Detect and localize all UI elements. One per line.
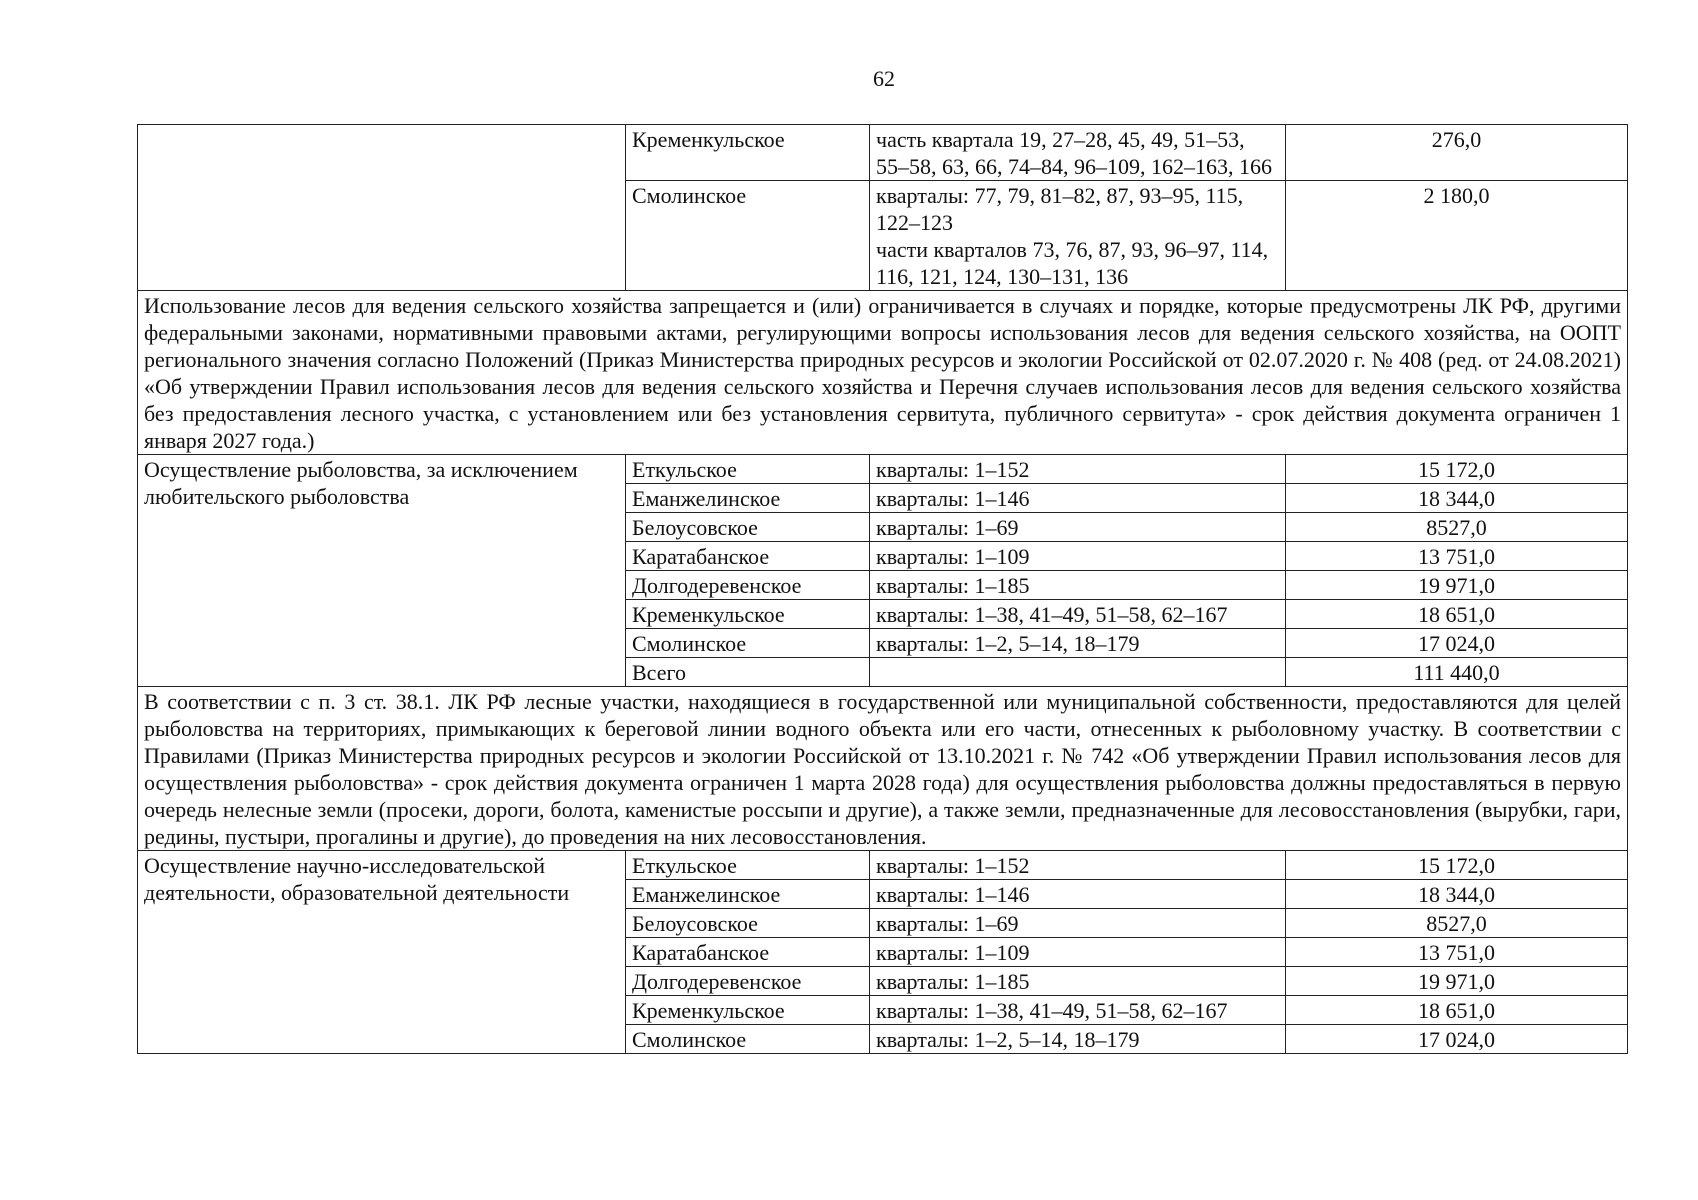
quarters-cell: кварталы: 1–69	[870, 909, 1286, 938]
activity-cell: Осуществление рыболовства, за исключением любительского рыболовства	[138, 455, 626, 687]
forestry-cell: Каратабанское	[626, 938, 870, 967]
area-cell: 19 971,0	[1286, 571, 1628, 600]
forestry-cell: Смолинское	[626, 1025, 870, 1054]
quarters-cell: кварталы: 1–38, 41–49, 51–58, 62–167	[870, 996, 1286, 1025]
quarters-cell	[870, 658, 1286, 687]
forestry-cell: Еманжелинское	[626, 484, 870, 513]
area-cell: 18 651,0	[1286, 996, 1628, 1025]
forestry-cell: Каратабанское	[626, 542, 870, 571]
agriculture-note: Использование лесов для ведения сельского хозяйства запрещается и (или) ограничивается в случаях и порядке, которые предусмотрены ЛК РФ, другими федеральными законами, нормативными правовыми актами, регулирующими вопросы использования лесов для ведения сельского хозяйства, на ООПТ регионального значения согласно Положений (Приказ Министерства природных ресурсов и экологии Российской от 02.07.2020 г. № 408 (ред. от 24.08.2021) «Об утверждении Правил использования лесов для ведения сельского хозяйства и Перечня случаев использования лесов для ведения сельского хозяйства без предоставления лесного участка, с установлением или без установления сервитута, публичного сервитута» - срок действия документа ограничен 1 января 2027 года.)	[138, 291, 1628, 455]
forestry-cell: Смолинское	[626, 629, 870, 658]
table-row	[138, 455, 1628, 484]
area-cell: 8527,0	[1286, 909, 1628, 938]
quarters-cell: кварталы: 1–2, 5–14, 18–179	[870, 629, 1286, 658]
note-row	[138, 687, 1628, 851]
area-cell: 2 180,0	[1286, 181, 1628, 291]
quarters-cell: кварталы: 1–185	[870, 967, 1286, 996]
quarters-cell: кварталы: 1–185	[870, 571, 1286, 600]
quarters-cell: кварталы: 1–152	[870, 851, 1286, 880]
quarters-cell: кварталы: 1–146	[870, 484, 1286, 513]
area-cell: 15 172,0	[1286, 455, 1628, 484]
fishing-note: В соответствии с п. 3 ст. 38.1. ЛК РФ лесные участки, находящиеся в государственной или муниципальной собственности, предоставляются для целей рыболовства на территориях, примыкающих к береговой линии водного объекта или его части, отнесенных к рыболовному участку. В соответствии с Правилами (Приказ Министерства природных ресурсов и экологии Российской от 13.10.2021 г. № 742 «Об утверждении Правил использования лесов для осуществления рыболовства» - срок действия документа ограничен 1 марта 2028 года) для осуществления рыболовства должны предоставляться в первую очередь нелесные земли (просеки, дороги, болота, каменистые россыпи и другие), а также земли, предназначенные для лесовосстановления (вырубки, гари, редины, пустыри, прогалины и другие), до проведения на них лесовосстановления.	[138, 687, 1628, 851]
area-cell: 17 024,0	[1286, 1025, 1628, 1054]
area-cell: 18 344,0	[1286, 880, 1628, 909]
forest-use-table	[137, 124, 1628, 1054]
quarters-cell: кварталы: 1–2, 5–14, 18–179	[870, 1025, 1286, 1054]
area-cell: 15 172,0	[1286, 851, 1628, 880]
table-row	[138, 851, 1628, 880]
area-cell: 276,0	[1286, 125, 1628, 181]
quarters-line: кварталы: 77, 79, 81–82, 87, 93–95, 115, 122–123	[876, 183, 1244, 235]
quarters-cell	[870, 181, 1286, 291]
forestry-cell: Еткульское	[626, 455, 870, 484]
area-cell: 18 344,0	[1286, 484, 1628, 513]
page-number: 62	[873, 66, 895, 91]
forestry-cell: Смолинское	[626, 181, 870, 291]
area-cell: 18 651,0	[1286, 600, 1628, 629]
forestry-cell: Кременкульское	[626, 996, 870, 1025]
quarters-cell: кварталы: 1–152	[870, 455, 1286, 484]
quarters-cell: кварталы: 1–38, 41–49, 51–58, 62–167	[870, 600, 1286, 629]
forestry-cell: Кременкульское	[626, 125, 870, 181]
total-area: 111 440,0	[1286, 658, 1628, 687]
forestry-cell: Кременкульское	[626, 600, 870, 629]
forestry-cell: Белоусовское	[626, 909, 870, 938]
forestry-cell: Еткульское	[626, 851, 870, 880]
forestry-cell: Долгодеревенское	[626, 967, 870, 996]
area-cell: 17 024,0	[1286, 629, 1628, 658]
quarters-cell: кварталы: 1–109	[870, 938, 1286, 967]
quarters-cell: кварталы: 1–146	[870, 880, 1286, 909]
area-cell: 8527,0	[1286, 513, 1628, 542]
area-cell: 19 971,0	[1286, 967, 1628, 996]
total-label: Всего	[626, 658, 870, 687]
note-row	[138, 291, 1628, 455]
forestry-cell: Белоусовское	[626, 513, 870, 542]
activity-cell	[138, 125, 626, 291]
quarters-cell: кварталы: 1–69	[870, 513, 1286, 542]
quarters-cell: кварталы: 1–109	[870, 542, 1286, 571]
quarters-line: части кварталов 73, 76, 87, 93, 96–97, 114, 116, 121, 124, 130–131, 136	[876, 237, 1269, 289]
activity-cell: Осуществление научно-исследовательской деятельности, образовательной деятельности	[138, 851, 626, 1054]
area-cell: 13 751,0	[1286, 542, 1628, 571]
table-row	[138, 125, 1628, 181]
forestry-cell: Долгодеревенское	[626, 571, 870, 600]
area-cell: 13 751,0	[1286, 938, 1628, 967]
forestry-cell: Еманжелинское	[626, 880, 870, 909]
quarters-cell: часть квартала 19, 27–28, 45, 49, 51–53, 55–58, 63, 66, 74–84, 96–109, 162–163, 166	[870, 125, 1286, 181]
